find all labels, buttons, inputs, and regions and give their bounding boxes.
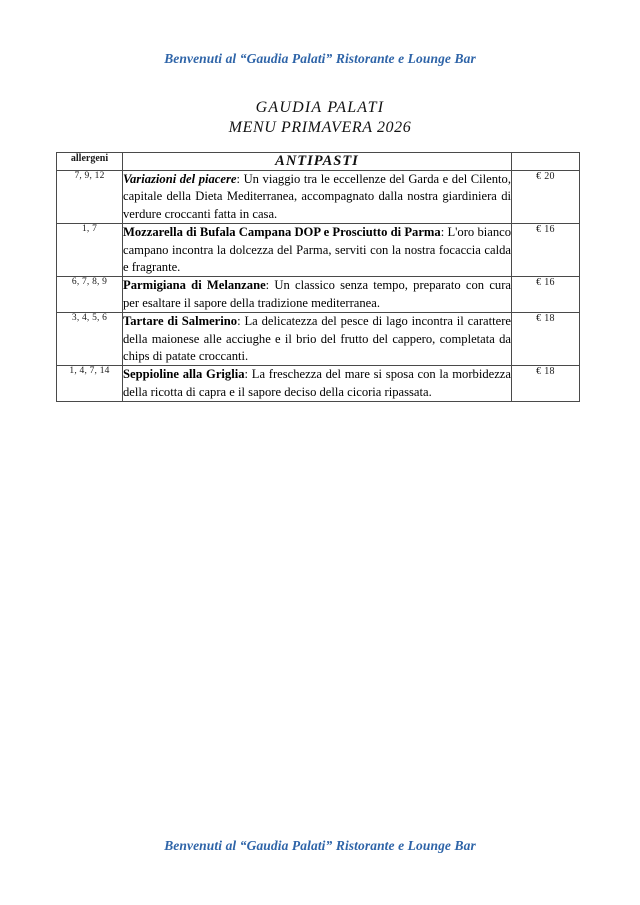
dish-cell [123,171,512,224]
dish-description: L'oro bianco campano incontra la dolcezza del Parma, serviti con la nostra focaccia calda e fragrante. [123,225,512,275]
dish-name: Parmigiana di Melanzane [123,278,266,293]
menu-table-body [57,171,580,402]
dish-cell [123,366,512,402]
table-row [57,224,580,277]
dish-separator: : [236,172,244,186]
header-banner: Benvenuti al “Gaudia Palati” Ristorante e Lounge Bar [164,51,476,66]
dish-description: La freschezza del mare si sposa con la morbidezza della ricotta di capra e il sapore deciso della cicoria ripassata. [123,367,511,399]
dish-cell [123,224,512,277]
table-row [57,171,580,224]
price-cell: € 18 [512,313,580,366]
allergens-cell: 1, 7 [57,224,123,277]
table-row [57,366,580,402]
dish-description: Un viaggio tra le eccellenze del Garda e del Cilento, capitale della Dieta Mediterranea, accompagnato dalla nostra giardiniera di verdure croccanti fatta in casa. [123,172,511,221]
dish-description: La delicatezza del pesce di lago incontra il carattere della maionese alle acciughe e il brio del frutto del cappero, completata da chips di patate croccanti. [123,314,511,364]
dish-name: Tartare di Salmerino [123,314,238,329]
restaurant-name: GAUDIA PALATI [255,99,385,116]
dish-cell [123,277,512,313]
footer-banner: Benvenuti al “Gaudia Palati” Ristorante e Lounge Bar [164,838,476,853]
dish-separator: : [265,278,275,293]
dish-name: Mozzarella di Bufala Campana DOP e Prosciutto di Parma [123,225,441,240]
dish-separator: : [237,314,245,329]
column-header-allergens: allergeni [57,153,123,171]
price-cell: € 18 [512,366,580,402]
table-row [57,277,580,313]
allergens-cell: 6, 7, 8, 9 [57,277,123,313]
allergens-cell: 1, 4, 7, 14 [57,366,123,402]
menu-table-container [56,152,579,402]
column-header-price [512,153,580,171]
allergens-cell: 3, 4, 5, 6 [57,313,123,366]
menu-table [56,152,580,402]
price-cell: € 16 [512,277,580,313]
table-header-row [57,153,580,171]
column-header-section: ANTIPASTI [123,153,512,171]
dish-separator: : [440,225,448,240]
price-cell: € 20 [512,171,580,224]
title-block [0,98,640,138]
dish-separator: : [244,367,252,382]
dish-name: Variazioni del piacere [123,172,237,186]
menu-subtitle: MENU PRIMAVERA 2026 [228,119,412,136]
price-cell: € 16 [512,224,580,277]
dish-cell [123,313,512,366]
menu-table-head [57,153,580,171]
dish-description: Un classico senza tempo, preparato con cura per esaltare il sapore della tradizione mediterranea. [123,278,511,310]
allergens-cell: 7, 9, 12 [57,171,123,224]
dish-name: Seppioline alla Griglia [123,367,245,382]
table-row [57,313,580,366]
